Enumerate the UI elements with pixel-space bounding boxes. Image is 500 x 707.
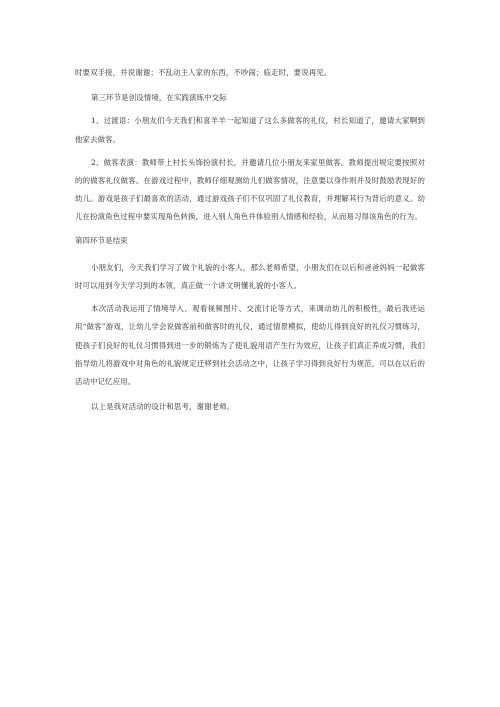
paragraph-transition: 1、过渡语：小朋友们今天我们和喜羊羊一起知道了这么多做客的礼仪，村长知道了，邀请大家啊到他家去做客。 xyxy=(75,116,425,144)
paragraph-conclusion: 小朋友们，今天我们学习了做个礼貌的小客人，那么老师希望，小朋友们在以后和爸爸妈妈一起做客时可以用到今天学习到的本领，真正做一个讲文明懂礼貌的小客人。 xyxy=(75,262,425,291)
document-body xyxy=(75,64,425,416)
section-heading-third: 第三环节是创设情境，在实践演练中交际 xyxy=(91,93,227,103)
paragraph-visit-performance: 2、做客表演：教师带上村长头饰扮演村长，并邀请几位小朋友来家里做客。教师提出规定要按照对的的做客礼仪做客。在游戏过程中，教师仔细观测幼儿们做客情况，注意要以身作则并及时鼓励表现好的幼儿。游戏是孩子们最喜欢的活动，通过游戏孩子们不仅巩固了礼仪教育，并理解其行为背后的意义。幼儿在扮演角色过程中要实现角色转换，进入别人角色并体验别人情感和经验，从而易习得该角色的行为。 xyxy=(75,157,425,222)
section-heading-fourth: 第四环节是结束 xyxy=(75,235,128,245)
paragraph-thanks: 以上是我对活动的设计和思考，谢谢老师。 xyxy=(91,402,235,412)
paragraph-reflection: 本次活动我运用了情境导入、观看视频图片、交流讨论等方式，来调动幼儿的积极性，最后我还运用“做客”游戏，让幼儿学会说做客前和做客时的礼仪，通过情景模拟，使幼儿得到良好的礼仪习惯练习，使孩子们良好的礼仪习惯得到进一步的锻炼为了使礼貌用语产生行为效应，让孩子们真正养成习惯，我们指导幼儿将游戏中对角色的礼貌规定迁移到社会活动之中，让孩子学习得到良好行为规范，可以在以后的活动中记忆应用。 xyxy=(75,304,425,387)
paragraph-closing-etiquette: 时要双手接，并说谢谢；不乱动主人家的东西，不吵闹；临走时，要说再见。 xyxy=(75,68,332,77)
